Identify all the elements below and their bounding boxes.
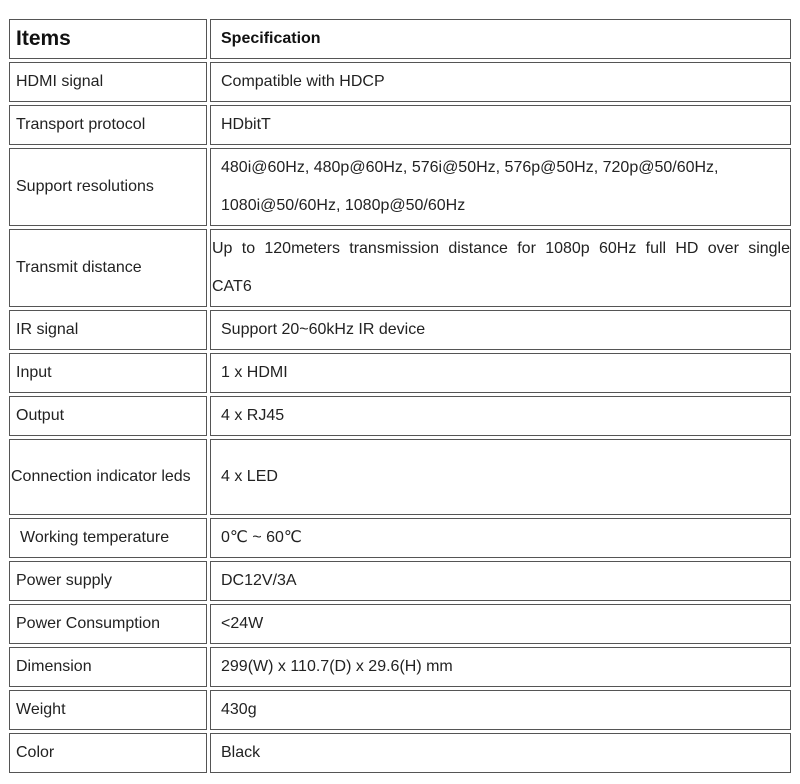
- table-row: [9, 647, 791, 687]
- table-row: [9, 439, 791, 515]
- spec-cell: Up to 120meters transmission distance for 1080p 60Hz full HD over single CAT6: [210, 229, 791, 307]
- table-row: [9, 561, 791, 601]
- spec-cell: 4 x RJ45: [210, 396, 791, 436]
- item-cell: Input: [9, 353, 207, 393]
- table-header-row: [9, 19, 791, 59]
- table-row: [9, 353, 791, 393]
- item-cell: IR signal: [9, 310, 207, 350]
- spec-cell: 0℃ ~ 60℃: [210, 518, 791, 558]
- item-cell: Weight: [9, 690, 207, 730]
- item-cell: Connection indicator leds: [9, 439, 207, 515]
- item-cell: Power supply: [9, 561, 207, 601]
- spec-cell: Black: [210, 733, 791, 773]
- table-row: [9, 105, 791, 145]
- items-column-header: Items: [9, 19, 207, 59]
- table-row: [9, 396, 791, 436]
- table-row: [9, 733, 791, 773]
- spec-cell: <24W: [210, 604, 791, 644]
- specification-table: [6, 16, 794, 776]
- spec-cell: 4 x LED: [210, 439, 791, 515]
- spec-cell: 430g: [210, 690, 791, 730]
- item-cell: Output: [9, 396, 207, 436]
- table-row: [9, 148, 791, 226]
- table-row: [9, 310, 791, 350]
- specification-column-header: Specification: [210, 19, 791, 59]
- item-cell: Power Consumption: [9, 604, 207, 644]
- item-cell: Transmit distance: [9, 229, 207, 307]
- table-row: [9, 518, 791, 558]
- item-cell: Support resolutions: [9, 148, 207, 226]
- table-row: [9, 690, 791, 730]
- spec-cell: 480i@60Hz, 480p@60Hz, 576i@50Hz, 576p@50Hz, 720p@50/60Hz, 1080i@50/60Hz, 1080p@50/60Hz: [210, 148, 791, 226]
- spec-cell: 1 x HDMI: [210, 353, 791, 393]
- table-row: [9, 229, 791, 307]
- spec-cell: HDbitT: [210, 105, 791, 145]
- table-row: [9, 604, 791, 644]
- spec-cell: Compatible with HDCP: [210, 62, 791, 102]
- item-cell: Transport protocol: [9, 105, 207, 145]
- spec-cell: DC12V/3A: [210, 561, 791, 601]
- item-cell: HDMI signal: [9, 62, 207, 102]
- item-cell: Color: [9, 733, 207, 773]
- spec-cell: 299(W) x 110.7(D) x 29.6(H) mm: [210, 647, 791, 687]
- item-cell: Working temperature: [9, 518, 207, 558]
- table-row: [9, 62, 791, 102]
- spec-cell: Support 20~60kHz IR device: [210, 310, 791, 350]
- item-cell: Dimension: [9, 647, 207, 687]
